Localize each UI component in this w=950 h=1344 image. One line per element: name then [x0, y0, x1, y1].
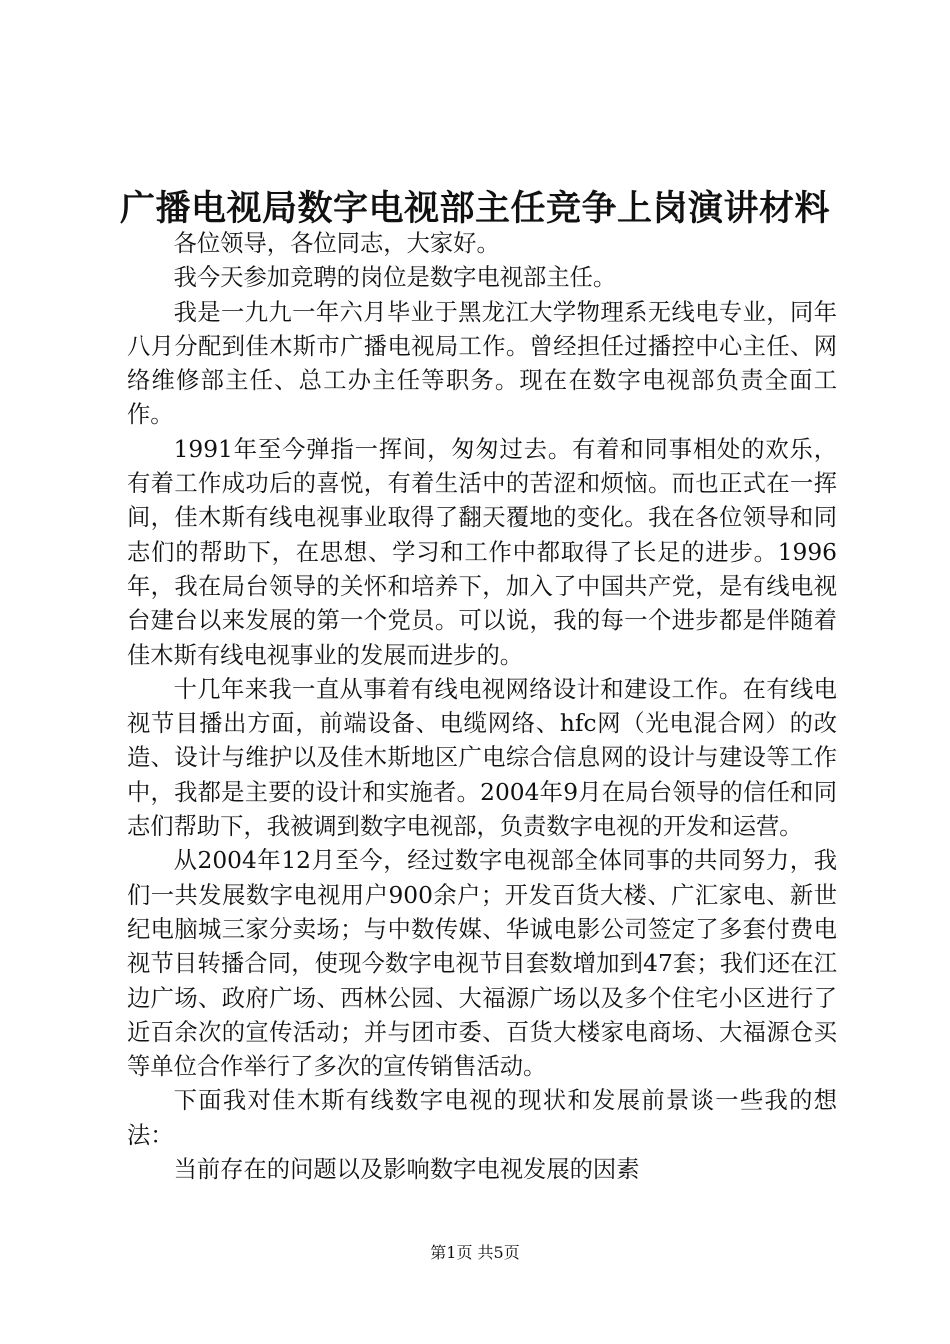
document-title: 广播电视局数字电视部主任竞争上岗演讲材料	[119, 188, 830, 229]
paragraph-background: 我是一九九一年六月毕业于黑龙江大学物理系无线电专业，同年八月分配到佳木斯市广播电视局工作。曾经担任过播控中心主任、网络维修部主任、总工办主任等职务。现在在数字电视部负责全面工作。	[127, 298, 837, 429]
paragraph-problems-heading: 当前存在的问题以及影响数字电视发展的因素	[173, 1156, 640, 1184]
paragraph-position: 我今天参加竞聘的岗位是数字电视部主任。	[173, 264, 617, 292]
paragraph-experience: 1991年至今弹指一挥间，匆匆过去。有着和同事相处的欢乐，有着工作成功后的喜悦，有着生活中的苦涩和烦恼。而也正式在一挥间，佳木斯有线电视事业取得了翻天覆地的变化。我在各位领导和同志们的帮助下，在思想、学习和工作中都取得了长足的进步。1996年，我在局台领导的关怀和培养下，加入了中国共产党，是有线电视台建台以来发展的第一个党员。可以说，我的每一个进步都是伴随着佳木斯有线电视事业的发展而进步的。	[127, 435, 837, 669]
paragraph-greeting: 各位领导，各位同志，大家好。	[173, 230, 500, 257]
paragraph-achievements: 从2004年12月至今，经过数字电视部全体同事的共同努力，我们一共发展数字电视用户900余户；开发百货大楼、广汇家电、新世纪电脑城三家分卖场；与中数传媒、华诚电影公司签定了多套付费电视节目转播合同，使现今数字电视节目套数增加到47套；我们还在江边广场、政府广场、西林公园、大福源广场以及多个住宅小区进行了近百余次的宣传活动；并与团市委、百货大楼家电商场、大福源仓买等单位合作举行了多次的宣传销售活动。	[127, 847, 837, 1081]
paragraph-outlook-intro: 下面我对佳木斯有线数字电视的现状和发展前景谈一些我的想法：	[127, 1087, 837, 1149]
document-body	[127, 227, 837, 1187]
page-footer: 第1页 共5页	[430, 1243, 520, 1262]
paragraph-network-work: 十几年来我一直从事着有线电视网络设计和建设工作。在有线电视节目播出方面，前端设备、电缆网络、hfc网（光电混合网）的改造、设计与维护以及佳木斯地区广电综合信息网的设计与建设等工作中，我都是主要的设计和实施者。2004年9月在局台领导的信任和同志们帮助下，我被调到数字电视部，负责数字电视的开发和运营。	[127, 675, 837, 841]
